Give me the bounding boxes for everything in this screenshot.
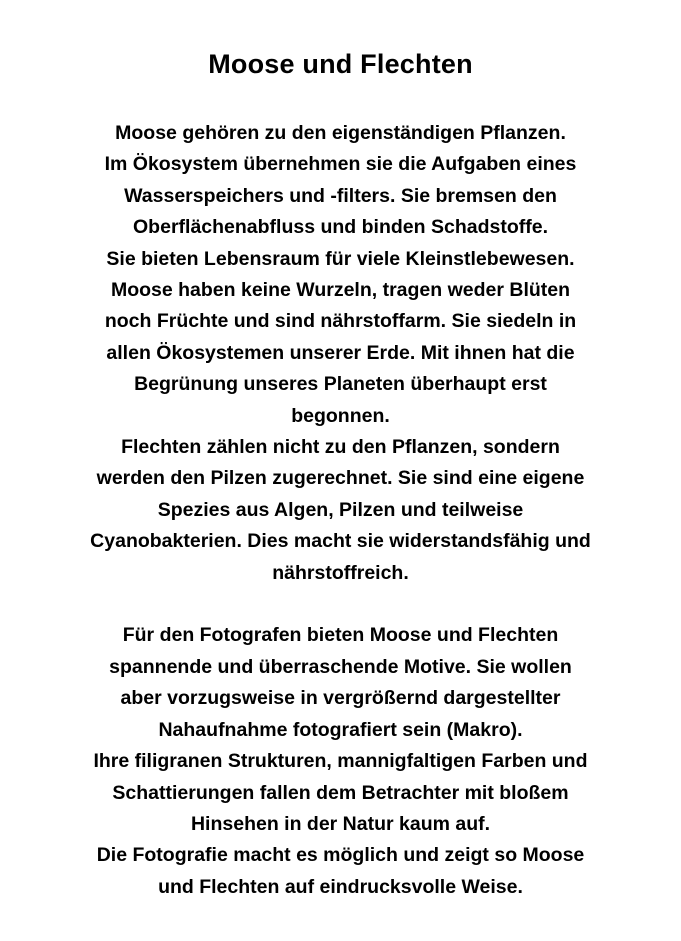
text-line: nährstoffreich. — [272, 561, 409, 584]
text-line: werden den Pilzen zugerechnet. Sie sind eine eigene — [96, 467, 585, 490]
text-line: Spezies aus Algen, Pilzen und teilweise — [157, 498, 524, 521]
text-line: Hinsehen in der Natur kaum auf. — [190, 812, 491, 835]
text-line: Sie bieten Lebensraum für viele Kleinstlebewesen. — [106, 247, 575, 270]
text-line: Schattierungen fallen dem Betrachter mit bloßem — [112, 781, 569, 804]
text-line: Die Fotografie macht es möglich und zeigt so Moose — [96, 844, 585, 867]
text-line: Wasserspeichers und -filters. Sie bremsen den — [124, 184, 557, 207]
page-title: Moose und Flechten — [208, 49, 473, 79]
text-line: Moose haben keine Wurzeln, tragen weder Blüten — [110, 279, 571, 302]
paragraph-gap — [20, 589, 661, 620]
text-line: spannende und überraschende Motive. Sie wollen — [109, 655, 572, 678]
text-line: aber vorzugsweise in vergrößernd dargestellter — [120, 687, 561, 710]
text-line: Begrünung unseres Planeten überhaupt erst — [134, 373, 547, 396]
body-text — [20, 118, 661, 903]
text-line: Im Ökosystem übernehmen sie die Aufgaben eines — [104, 153, 577, 176]
text-line: Ihre filigranen Strukturen, mannigfaltigen Farben und — [93, 750, 588, 773]
text-line: Für den Fotografen bieten Moose und Flechten — [122, 624, 559, 647]
text-line: Oberflächenabfluss und binden Schadstoffe. — [133, 216, 548, 239]
text-line: begonnen. — [291, 404, 390, 427]
text-line: Nahaufnahme fotografiert sein (Makro). — [158, 718, 523, 741]
text-line: und Flechten auf eindrucksvolle Weise. — [158, 875, 523, 898]
text-line: Flechten zählen nicht zu den Pflanzen, sondern — [121, 436, 560, 459]
text-line: allen Ökosystemen unserer Erde. Mit ihnen hat die — [106, 341, 575, 364]
text-line: Cyanobakterien. Dies macht sie widerstandsfähig und — [90, 530, 591, 553]
text-line: Moose gehören zu den eigenständigen Pflanzen. — [115, 122, 566, 144]
text-line: noch Früchte und sind nährstoffarm. Sie siedeln in — [104, 310, 577, 333]
